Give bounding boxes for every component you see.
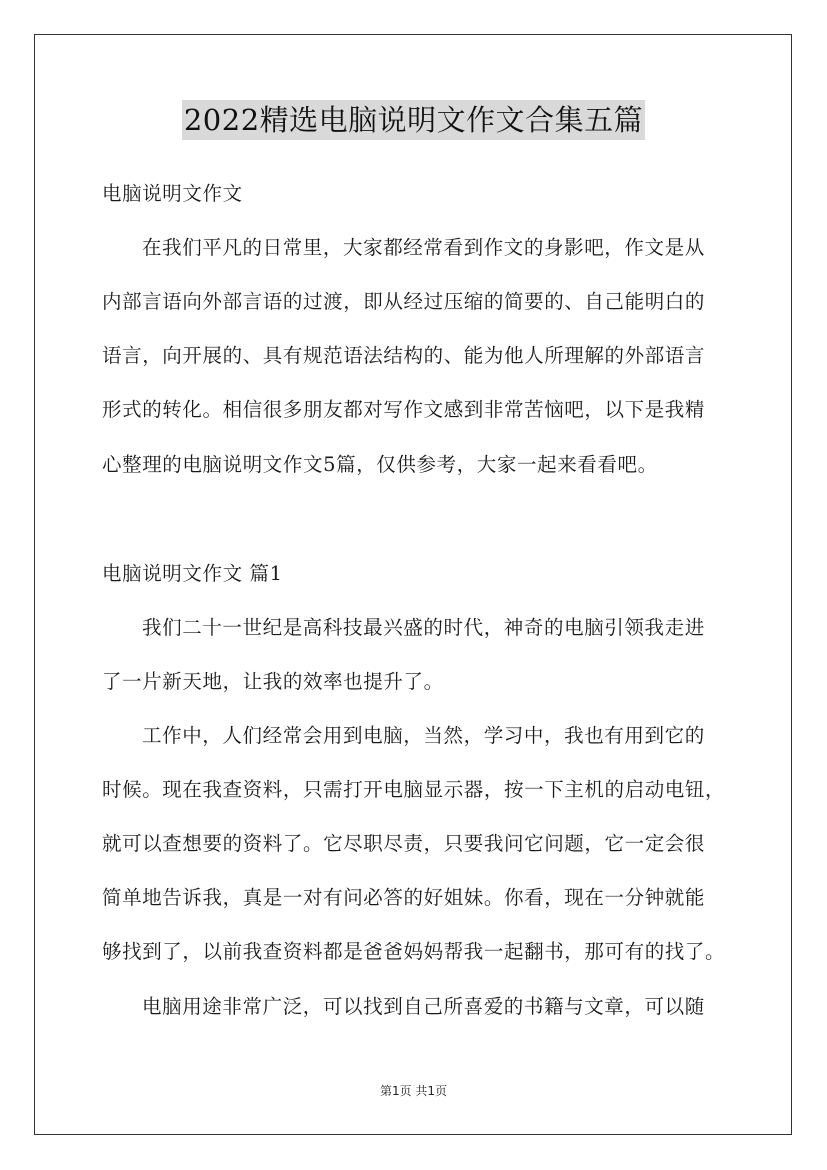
section1-paragraph-line: 电脑用途非常广泛，可以找到自己所喜爱的书籍与文章，可以随 — [142, 995, 705, 1018]
section1-paragraph-line: 时候。现在我查资料，只需打开电脑显示器，按一下主机的启动电钮， — [102, 778, 726, 801]
section1-heading: 电脑说明文作文 篇1 — [102, 562, 283, 585]
document-title: 2022精选电脑说明文作文合集五篇 — [182, 100, 645, 140]
intro-paragraph-line: 内部言语向外部言语的过渡，即从经过压缩的简要的、自己能明白的 — [102, 290, 706, 313]
section1-paragraph-line: 了一片新天地，让我的效率也提升了。 — [102, 670, 444, 693]
section1-paragraph-line: 简单地告诉我，真是一对有问必答的好姐妹。你看，现在一分钟就能 — [102, 886, 706, 909]
intro-paragraph-line: 在我们平凡的日常里，大家都经常看到作文的身影吧，作文是从 — [142, 236, 705, 259]
intro-paragraph-line: 心整理的电脑说明文作文5篇，仅供参考，大家一起来看看吧。 — [102, 453, 658, 476]
section1-paragraph-line: 我们二十一世纪是高科技最兴盛的时代，神奇的电脑引领我走进 — [142, 616, 705, 639]
intro-paragraph-line: 语言，向开展的、具有规范语法结构的、能为他人所理解的外部语言 — [102, 344, 706, 367]
intro-heading: 电脑说明文作文 — [102, 182, 243, 205]
section1-paragraph-line: 够找到了，以前我查资料都是爸爸妈妈帮我一起翻书，那可有的找了。 — [102, 940, 726, 963]
page-footer: 第1页 共1页 — [379, 1084, 448, 1098]
section1-paragraph-line: 工作中，人们经常会用到电脑，当然，学习中，我也有用到它的 — [142, 724, 705, 747]
section1-paragraph-line: 就可以查想要的资料了。它尽职尽责，只要我问它问题，它一定会很 — [102, 832, 706, 855]
intro-paragraph-line: 形式的转化。相信很多朋友都对写作文感到非常苦恼吧，以下是我精 — [102, 398, 706, 421]
title-wrap — [0, 100, 827, 140]
